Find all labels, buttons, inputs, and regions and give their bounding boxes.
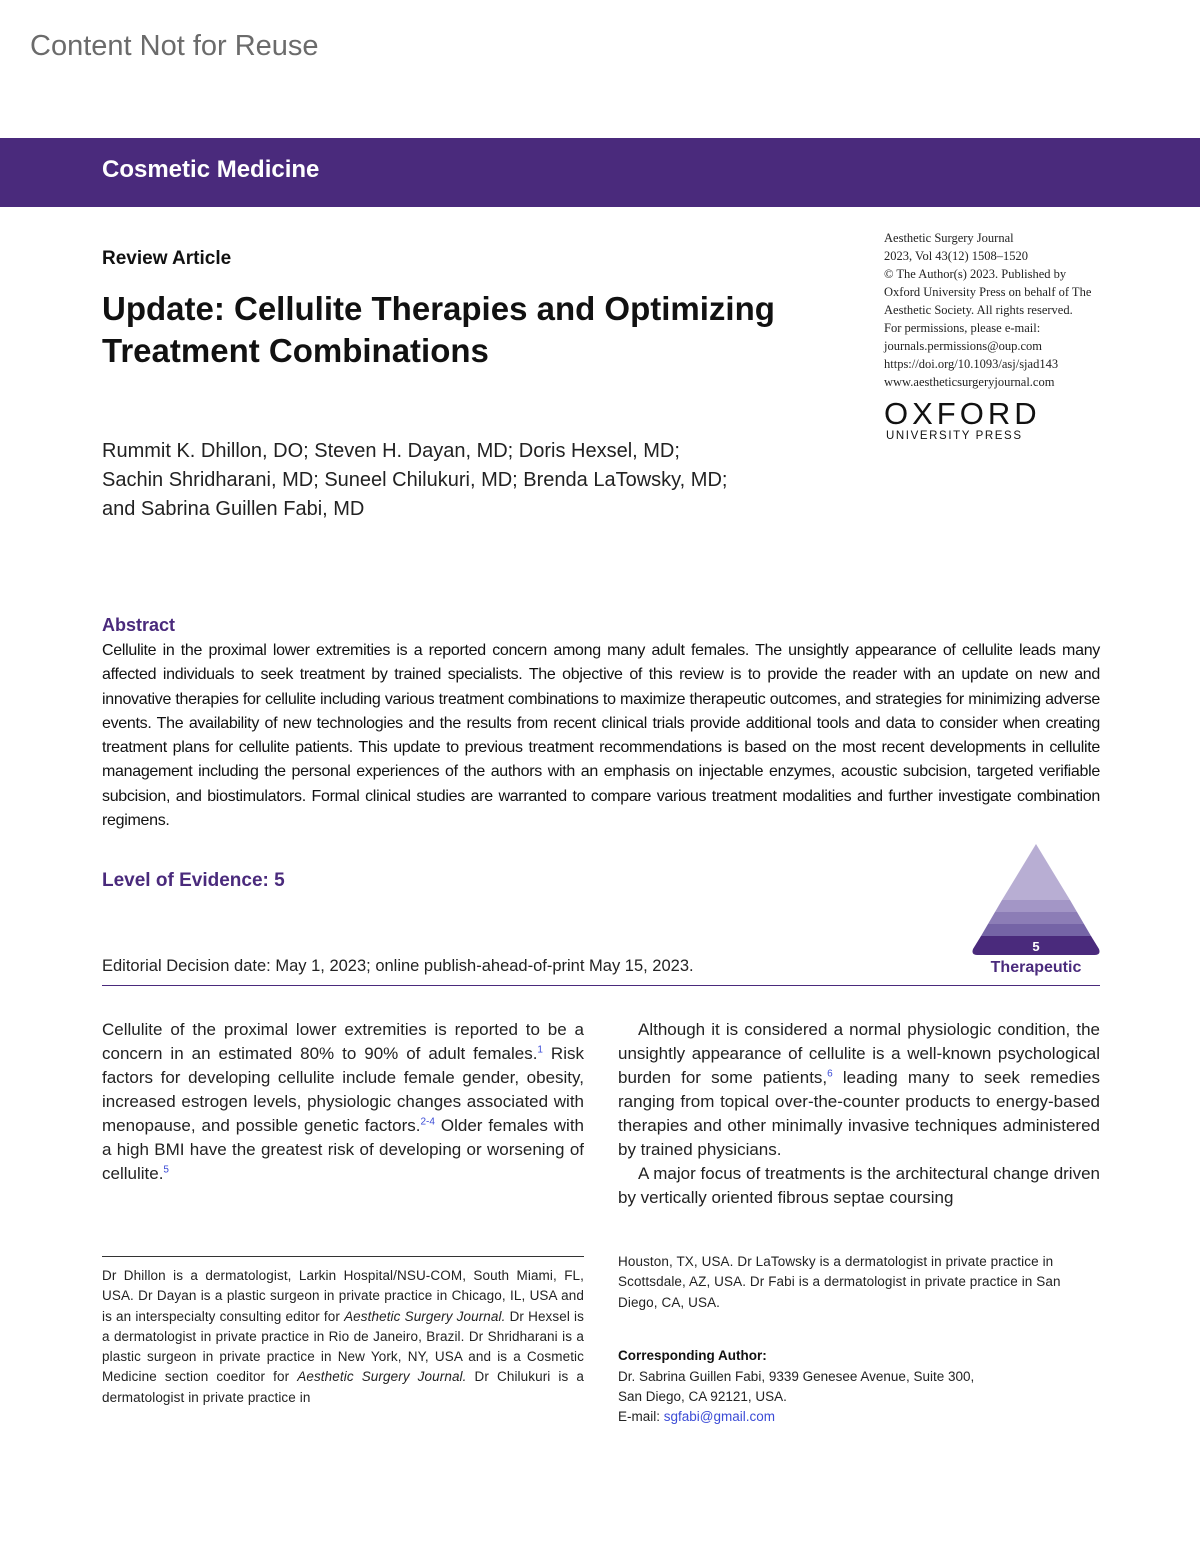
- evidence-category: Therapeutic: [990, 959, 1082, 976]
- citation-link[interactable]: 5: [163, 1164, 169, 1176]
- doi-link[interactable]: https://doi.org/10.1093/asj/sjad143: [884, 357, 1059, 371]
- abstract-heading: Abstract: [102, 615, 176, 635]
- journal-info-line: 2023, Vol 43(12) 1508–1520: [884, 249, 1028, 263]
- journal-info-line: Oxford University Press on behalf of The: [884, 285, 1092, 299]
- body-paragraph: A major focus of treatments is the architectural change driven by vertically oriented fibrous septae coursing: [618, 1164, 1100, 1207]
- footnote-text: Dr Hexsel is a dermatologist in private practice in Rio de Janeiro, Brazil. Dr Shridharani is a plastic surgeon in private practice in New York, NY, USA and is a Cosmetic Medicine section coeditor for: [102, 1308, 584, 1385]
- footnote-divider: [102, 1256, 584, 1257]
- article-title: Update: Cellulite Therapies and Optimizing Treatment Combinations: [102, 290, 775, 369]
- author-list: [102, 437, 862, 524]
- author-affiliations-continued: Houston, TX, USA. Dr LaTowsky is a dermatologist in private practice in Scottsdale, AZ, USA. Dr Fabi is a dermatologist in private practice in San Diego, CA, USA.: [618, 1254, 1061, 1310]
- publisher-logo-subtitle: UNIVERSITY PRESS: [886, 430, 1023, 442]
- body-paragraph: [102, 1018, 584, 1186]
- pyramid-tier-4: [981, 924, 1091, 936]
- author-line: and Sabrina Guillen Fabi, MD: [102, 498, 365, 520]
- pyramid-tier-2: [995, 900, 1077, 912]
- author-line: Sachin Shridharani, MD; Suneel Chilukuri, MD; Brenda LaTowsky, MD;: [102, 469, 728, 491]
- permissions-email[interactable]: journals.permissions@oup.com: [884, 339, 1043, 353]
- article-type: Review Article: [102, 248, 232, 269]
- footnote-text: Dr Chilukuri is a dermatologist in private practice in: [102, 1369, 584, 1405]
- pyramid-tier-3: [988, 912, 1084, 924]
- corresponding-address-line: Dr. Sabrina Guillen Fabi, 9339 Genesee Avenue, Suite 300,: [618, 1369, 975, 1384]
- body-text: leading many to seek remedies ranging from topical over-the-counter products to energy-based therapies and other minimally invasive techniques administered by trained physicians.: [618, 1068, 1100, 1159]
- citation-link[interactable]: 1: [537, 1044, 543, 1056]
- journal-website-link[interactable]: www.aestheticsurgeryjournal.com: [884, 375, 1055, 389]
- journal-info-line: Aesthetic Surgery Journal: [884, 231, 1014, 245]
- corresponding-author-heading: Corresponding Author:: [618, 1348, 767, 1363]
- body-text: Risk factors for developing cellulite include female gender, obesity, increased estrogen levels, physiologic changes associated with menopause, and possible genetic factors.: [102, 1044, 584, 1135]
- section-banner: [0, 138, 1200, 207]
- citation-link[interactable]: 2-4: [420, 1116, 435, 1128]
- pyramid-level-label: 5: [1032, 939, 1040, 954]
- corresponding-email-row: [618, 1407, 1088, 1427]
- corresponding-address-line: San Diego, CA 92121, USA.: [618, 1388, 787, 1404]
- body-text: Older females with a high BMI have the greatest risk of developing or worsening of cellulite.: [102, 1116, 584, 1183]
- body-text: Although it is considered a normal physiologic condition, the unsightly appearance of cellulite is a well-known psychological burden for some patients,: [618, 1020, 1100, 1087]
- citation-link[interactable]: 6: [827, 1068, 833, 1080]
- section-title: Cosmetic Medicine: [102, 156, 320, 183]
- body-column-left: [102, 1018, 584, 1186]
- body-paragraph: [618, 1018, 1100, 1162]
- footnote-text: Dr Dhillon is a dermatologist, Larkin Hospital/NSU-COM, South Miami, FL, USA. Dr Dayan is a plastic surgeon in private practice in Chicago, IL, USA and is an interspecialty consulting editor for: [102, 1268, 584, 1324]
- level-of-evidence: Level of Evidence: 5: [102, 870, 285, 891]
- journal-info-line: For permissions, please e-mail:: [884, 321, 1041, 335]
- evidence-pyramid-icon: [970, 842, 1102, 960]
- pyramid-tier-1b: [1002, 877, 1070, 900]
- editorial-dates: Editorial Decision date: May 1, 2023; online publish-ahead-of-print May 15, 2023.: [102, 957, 694, 975]
- journal-info-line: Aesthetic Society. All rights reserved.: [884, 303, 1073, 317]
- journal-info-line: © The Author(s) 2023. Published by: [884, 267, 1067, 281]
- journal-name: Aesthetic Surgery Journal.: [344, 1308, 506, 1324]
- section-divider: [102, 985, 1100, 986]
- corresponding-author-details: [618, 1367, 1088, 1426]
- publisher-logo: OXFORD: [884, 396, 1041, 431]
- author-line: Rummit K. Dhillon, DO; Steven H. Dayan, MD; Doris Hexsel, MD;: [102, 440, 680, 462]
- abstract-text: Cellulite in the proximal lower extremities is a reported concern among many adult females. The unsightly appearance of cellulite leads many affected individuals to seek treatment by trained specialists. The objective of this review is to provide the reader with an update on new and innovative therapies for cellulite including various treatment combinations to maximize therapeutic outcomes, and strategies for minimizing adverse events. The availability of new technologies and the results from recent clinical trials provide additional tools and data to consider when creating treatment plans for cellulite patients. This update to previous treatment recommendations is based on the most recent developments in cellulite management including the personal experiences of the authors with an emphasis on injectable enzymes, acoustic subcision, targeted verifiable subcision, and biostimulators. Formal clinical studies are warranted to compare various treatment modalities and further investigate combination regimens.: [102, 642, 1100, 830]
- watermark-text: Content Not for Reuse: [30, 30, 319, 62]
- body-text: Cellulite of the proximal lower extremities is reported to be a concern in an estimated 80% to 90% of adult females.: [102, 1020, 584, 1063]
- email-label: E-mail:: [618, 1408, 664, 1424]
- journal-info: [884, 229, 1114, 391]
- body-column-right: [618, 1018, 1100, 1210]
- pyramid-tier-1: [1016, 844, 1056, 877]
- email-link[interactable]: sgfabi@gmail.com: [663, 1408, 776, 1424]
- author-affiliations-footnote: [102, 1266, 584, 1408]
- journal-name: Aesthetic Surgery Journal.: [297, 1369, 467, 1385]
